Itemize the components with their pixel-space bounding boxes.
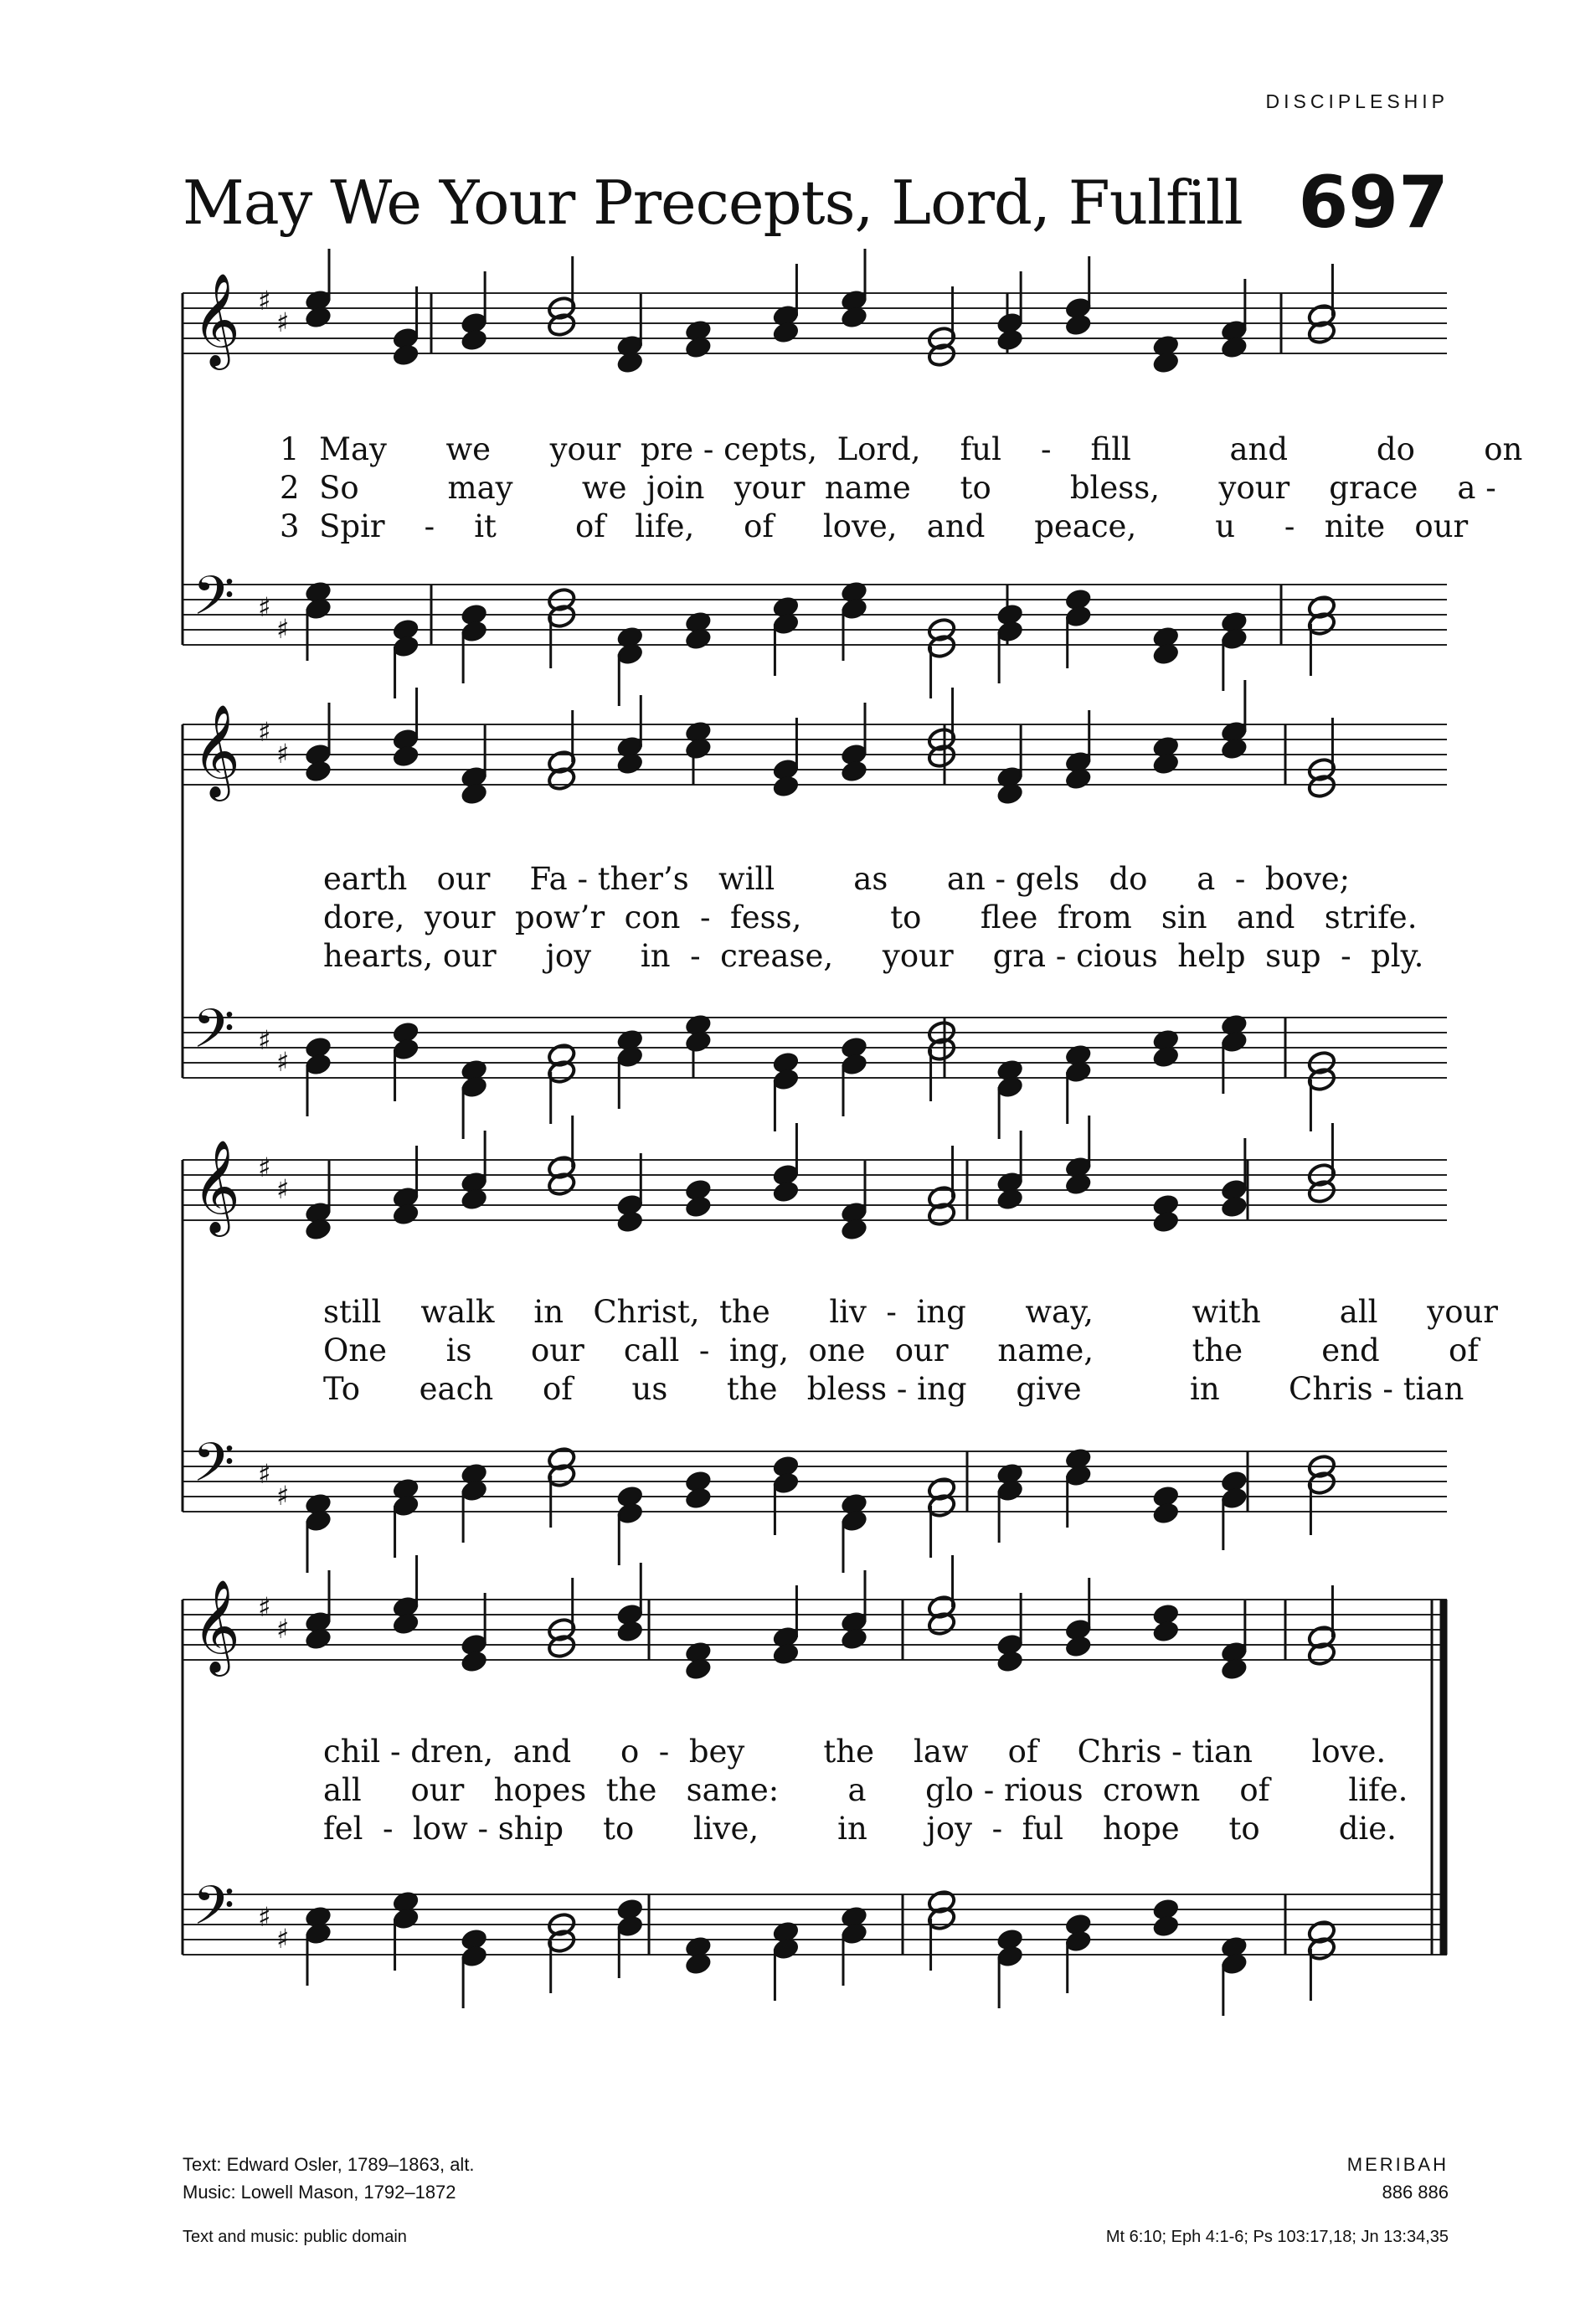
note-head	[459, 1649, 489, 1675]
note-head	[459, 327, 489, 353]
lyric-line: hearts, our joy in - crease, your gra - cious help sup - ply.	[323, 938, 1424, 974]
note-head	[1150, 1619, 1181, 1645]
section-label: DISCIPLESHIP	[1265, 90, 1449, 112]
sharp-icon: ♯	[276, 1613, 290, 1645]
note-head	[303, 759, 333, 785]
sharp-icon: ♯	[276, 1046, 290, 1078]
hymn-number: 697	[1298, 161, 1449, 245]
sharp-icon: ♯	[258, 1591, 271, 1623]
note-head	[1150, 1914, 1181, 1940]
lyric-line: 3 Spir - it of life, of love, and peace, u - nite our	[280, 508, 1469, 544]
treble-clef-icon: 𝄞	[193, 1579, 240, 1672]
music-credit: Music: Lowell Mason, 1792–1872	[183, 2182, 456, 2203]
lyric-line: all our hopes the same: a glo - rious crown of life.	[323, 1772, 1408, 1808]
note-head	[1150, 1209, 1181, 1235]
bass-clef-icon: 𝄢	[193, 565, 235, 641]
sharp-icon: ♯	[258, 591, 271, 623]
lyric-line: To each of us the bless - ing give in Chris - tian	[323, 1371, 1464, 1407]
note-head	[615, 1619, 645, 1645]
text-credit: Text: Edward Osler, 1789–1863, alt.	[183, 2154, 475, 2175]
note-head	[1063, 1634, 1094, 1660]
note-head	[771, 1179, 801, 1205]
hymn-title: May We Your Precepts, Lord, Fulfill	[183, 167, 1243, 238]
note-head	[995, 1649, 1025, 1675]
treble-clef-icon: 𝄞	[193, 703, 240, 797]
credits-right	[1347, 2151, 1449, 2206]
meter: 886 886	[1382, 2182, 1449, 2203]
bass-clef-icon: 𝄢	[193, 998, 235, 1074]
lyric-line: One is our call - ing, one our name, the end of	[323, 1332, 1480, 1368]
sharp-icon: ♯	[258, 1024, 271, 1056]
note-head	[391, 343, 421, 368]
sharp-icon: ♯	[276, 1173, 290, 1205]
lyric-line: dore, your pow’r con - fess, to flee from sin and strife.	[323, 899, 1418, 935]
sharp-icon: ♯	[258, 1458, 271, 1490]
sharp-icon: ♯	[276, 613, 290, 645]
lyric-line: fel - low - ship to live, in joy - ful hope to die.	[323, 1811, 1397, 1847]
scripture-references: Mt 6:10; Eph 4:1-6; Ps 103:17,18; Jn 13:34,35	[1105, 2228, 1449, 2246]
note-head	[615, 1209, 645, 1235]
note-head	[839, 759, 869, 785]
lyric-line: 1 May we your pre - cepts, Lord, ful - fill and do on	[280, 431, 1523, 467]
sharp-icon: ♯	[276, 1480, 290, 1512]
copyright-notice: Text and music: public domain	[183, 2228, 407, 2246]
note-head	[683, 1486, 713, 1512]
sharp-icon: ♯	[258, 285, 271, 317]
credits-left	[183, 2151, 475, 2206]
bass-clef-icon: 𝄢	[193, 1875, 235, 1950]
note-head	[1219, 1194, 1249, 1220]
note-head	[683, 1194, 713, 1220]
note-head	[391, 744, 421, 770]
sharp-icon: ♯	[258, 1901, 271, 1933]
note-head	[1150, 1501, 1181, 1527]
bass-clef-icon: 𝄢	[193, 1432, 235, 1507]
lyric-line: chil - dren, and o - bey the law of Chris - tian love.	[323, 1734, 1387, 1770]
lyric-line: earth our Fa - ther’s will as an - gels do a - bove;	[323, 861, 1351, 897]
treble-clef-icon: 𝄞	[193, 1139, 240, 1233]
note-head	[1063, 312, 1094, 338]
lyric-line: still walk in Christ, the liv - ing way, with all your	[323, 1294, 1498, 1330]
note-head	[771, 774, 801, 800]
sharp-icon: ♯	[258, 716, 271, 748]
sharp-icon: ♯	[258, 1152, 271, 1183]
sharp-icon: ♯	[276, 738, 290, 770]
tune-name: MERIBAH	[1346, 2154, 1449, 2175]
lyric-line: 2 So may we join your name to bless, your grace a -	[280, 470, 1496, 506]
treble-clef-icon: 𝄞	[193, 272, 240, 366]
sharp-icon: ♯	[276, 307, 290, 338]
sharp-icon: ♯	[276, 1923, 290, 1955]
note-head	[995, 327, 1025, 353]
